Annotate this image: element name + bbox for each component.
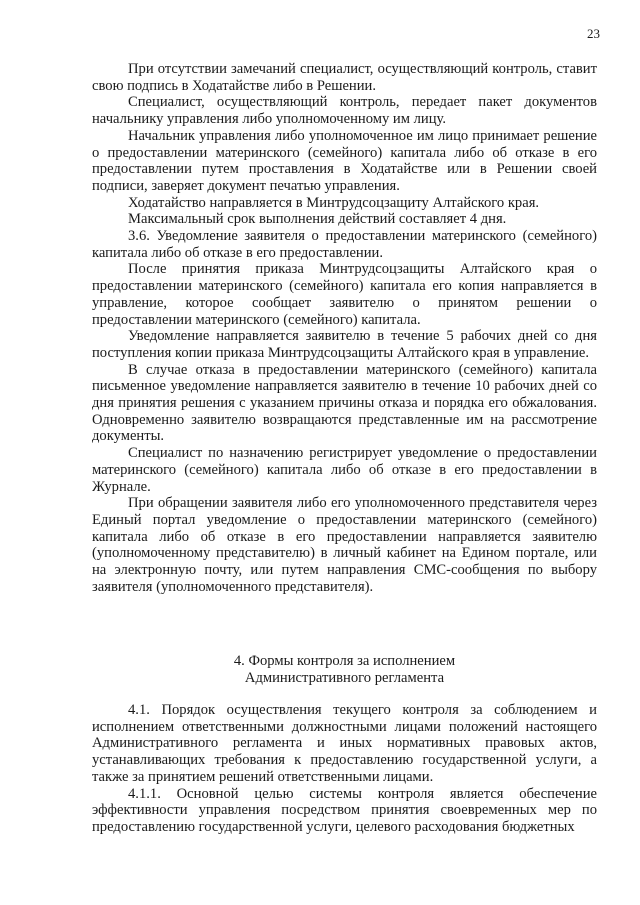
paragraph: Специалист, осуществляющий контроль, передает пакет документов начальнику управления либо уполномоченному им лицу.: [92, 94, 597, 128]
section-heading-line-2: Административного регламента: [244, 669, 445, 686]
paragraph: Начальник управления либо уполномоченное им лицо принимает решение о предоставлении материнского (семейного) капитала либо об отказе в его предоставлении путем проставления в Ходатайстве или в Решении своей подписи, заверяет документ печатью управления.: [92, 127, 597, 194]
paragraph: Уведомление направляется заявителю в течение 5 рабочих дней со дня поступления копии приказа Минтрудсоцзащиты Алтайского края в управление.: [92, 328, 597, 361]
body-text: [92, 61, 597, 596]
section-heading-line-1: 4. Формы контроля за исполнением: [233, 653, 456, 669]
paragraph: 4.1.1. Основной целью системы контроля является обеспечение эффективности управления посредством принятия своевременных мер по предоставлению государственной услуги, целевого расходования бюджетных: [92, 785, 597, 835]
paragraph: Ходатайство направляется в Минтрудсоцзащиту Алтайского края.: [128, 194, 540, 211]
paragraph: В случае отказа в предоставлении материнского (семейного) капитала письменное уведомление направляется заявителю в течение 10 рабочих дней со дня принятия решения с указанием причины отказа и порядка его обжалования. Одновременно заявителю возвращаются представленные им на рассмотрение документы.: [92, 361, 597, 445]
paragraph: 4.1. Порядок осуществления текущего контроля за соблюдением и исполнением ответственными должностными лицами положений настоящего Административного регламента и иных нормативных правовых актов, устанавливающих требования к предоставлению государственной услуги, а также за принятием решений ответственными лицами.: [92, 702, 597, 785]
paragraph: После принятия приказа Минтрудсоцзащиты Алтайского края о предоставлении материнского (семейного) капитала его копия направляется в управление, которое сообщает заявителю о принятом решении о предоставлении материнского (семейного) капитала.: [92, 261, 597, 328]
paragraph: При обращении заявителя либо его уполномоченного представителя через Единый портал уведомление о предоставлении материнского (семейного) капитала либо об отказе в его предоставлении направляется заявителю (уполномоченному представителю) в личный кабинет на Едином портале, или на электронную почту, или путем направления СМС-сообщения по выбору заявителя (уполномоченного представителя).: [92, 495, 597, 595]
section-heading: [92, 653, 597, 686]
paragraph: При отсутствии замечаний специалист, осуществляющий контроль, ставит свою подпись в Ходатайстве либо в Решении.: [92, 61, 597, 94]
paragraph: Специалист по назначению регистрирует уведомление о предоставлении материнского (семейного) капитала либо об отказе в его предоставлении в Журнале.: [92, 445, 597, 495]
page-number: 23: [587, 26, 600, 41]
section-text: [92, 702, 597, 836]
paragraph: Максимальный срок выполнения действий составляет 4 дня.: [128, 211, 507, 228]
paragraph: 3.6. Уведомление заявителя о предоставлении материнского (семейного) капитала либо об отказе в его предоставлении.: [92, 228, 597, 261]
